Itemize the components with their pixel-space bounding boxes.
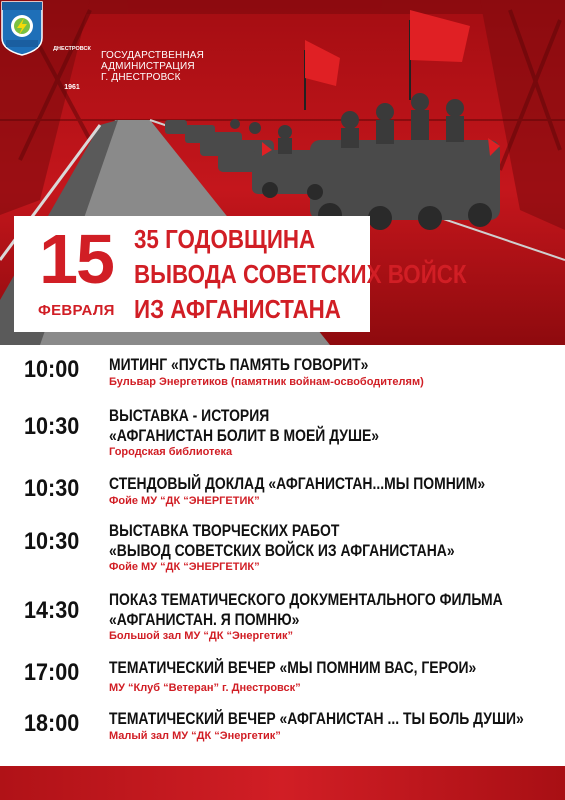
admin-line-1: ГОСУДАРСТВЕННАЯ — [101, 50, 205, 61]
event-place: Большой зал МУ “ДК “Энергетик” — [109, 630, 293, 642]
event-name-line: ТЕМАТИЧЕСКИЙ ВЕЧЕР «МЫ ПОМНИМ ВАС, ГЕРОИ» — [109, 658, 477, 677]
event-name-line: ТЕМАТИЧЕСКИЙ ВЕЧЕР «АФГАНИСТАН ... ТЫ БОЛЬ ДУШИ» — [109, 709, 524, 728]
event-time: 10:00 — [24, 356, 80, 383]
event-name-line: «ВЫВОД СОВЕТСКИХ ВОЙСК ИЗ АФГАНИСТАНА» — [109, 541, 455, 560]
event-place: Фойе МУ “ДК “ЭНЕРГЕТИК” — [109, 561, 260, 573]
event-name-line: МИТИНГ «ПУСТЬ ПАМЯТЬ ГОВОРИТ» — [109, 355, 369, 374]
event-name-line: ВЫСТАВКА ТВОРЧЕСКИХ РАБОТ — [109, 521, 340, 540]
date-day: 15 — [39, 220, 113, 298]
event-name-line: ВЫСТАВКА - ИСТОРИЯ — [109, 406, 270, 425]
event-time: 10:30 — [24, 528, 80, 555]
title-line-1: 35 ГОДОВЩИНА — [134, 224, 316, 254]
bottom-decor-bar — [0, 766, 565, 800]
event-name — [109, 590, 503, 630]
event-time: 14:30 — [24, 597, 80, 624]
event-name — [109, 355, 368, 375]
event-time: 17:00 — [24, 659, 80, 686]
event-name — [109, 406, 379, 446]
event-name — [109, 521, 455, 561]
admin-line-2: АДМИНИСТРАЦИЯ — [101, 61, 195, 72]
admin-line-3: Г. ДНЕСТРОВСК — [101, 72, 181, 83]
event-place: Фойе МУ “ДК “ЭНЕРГЕТИК” — [109, 495, 260, 507]
logo-year-text: 1961 — [64, 84, 80, 91]
title-line-3: ИЗ АФГАНИСТАНА — [134, 294, 341, 324]
city-crest-icon — [0, 0, 44, 56]
event-time: 10:30 — [24, 413, 80, 440]
event-place: Малый зал МУ “ДК “Энергетик” — [109, 730, 281, 742]
event-name-line: «АФГАНИСТАН. Я ПОМНЮ» — [109, 610, 300, 629]
logo-top-text: ДНЕСТРОВСК — [53, 46, 91, 52]
event-place: Бульвар Энергетиков (памятник войнам-освободителям) — [109, 376, 424, 388]
administration-name — [101, 50, 204, 83]
event-name — [109, 709, 524, 729]
event-title — [134, 222, 467, 327]
event-place: МУ “Клуб “Ветеран” г. Днестровск” — [109, 682, 301, 694]
event-place: Городская библиотека — [109, 446, 233, 458]
event-name-line: «АФГАНИСТАН БОЛИТ В МОЕЙ ДУШЕ» — [109, 426, 380, 445]
event-name — [109, 658, 476, 678]
event-name — [109, 474, 485, 494]
event-time: 18:00 — [24, 710, 80, 737]
date-month: ФЕВРАЛЯ — [38, 302, 115, 319]
event-name-line: ПОКАЗ ТЕМАТИЧЕСКОГО ДОКУМЕНТАЛЬНОГО ФИЛЬМА — [109, 590, 503, 609]
event-time: 10:30 — [24, 475, 80, 502]
event-name-line: СТЕНДОВЫЙ ДОКЛАД «АФГАНИСТАН...МЫ ПОМНИМ» — [109, 474, 486, 493]
title-line-2: ВЫВОДА СОВЕТСКИХ ВОЙСК — [134, 259, 467, 289]
